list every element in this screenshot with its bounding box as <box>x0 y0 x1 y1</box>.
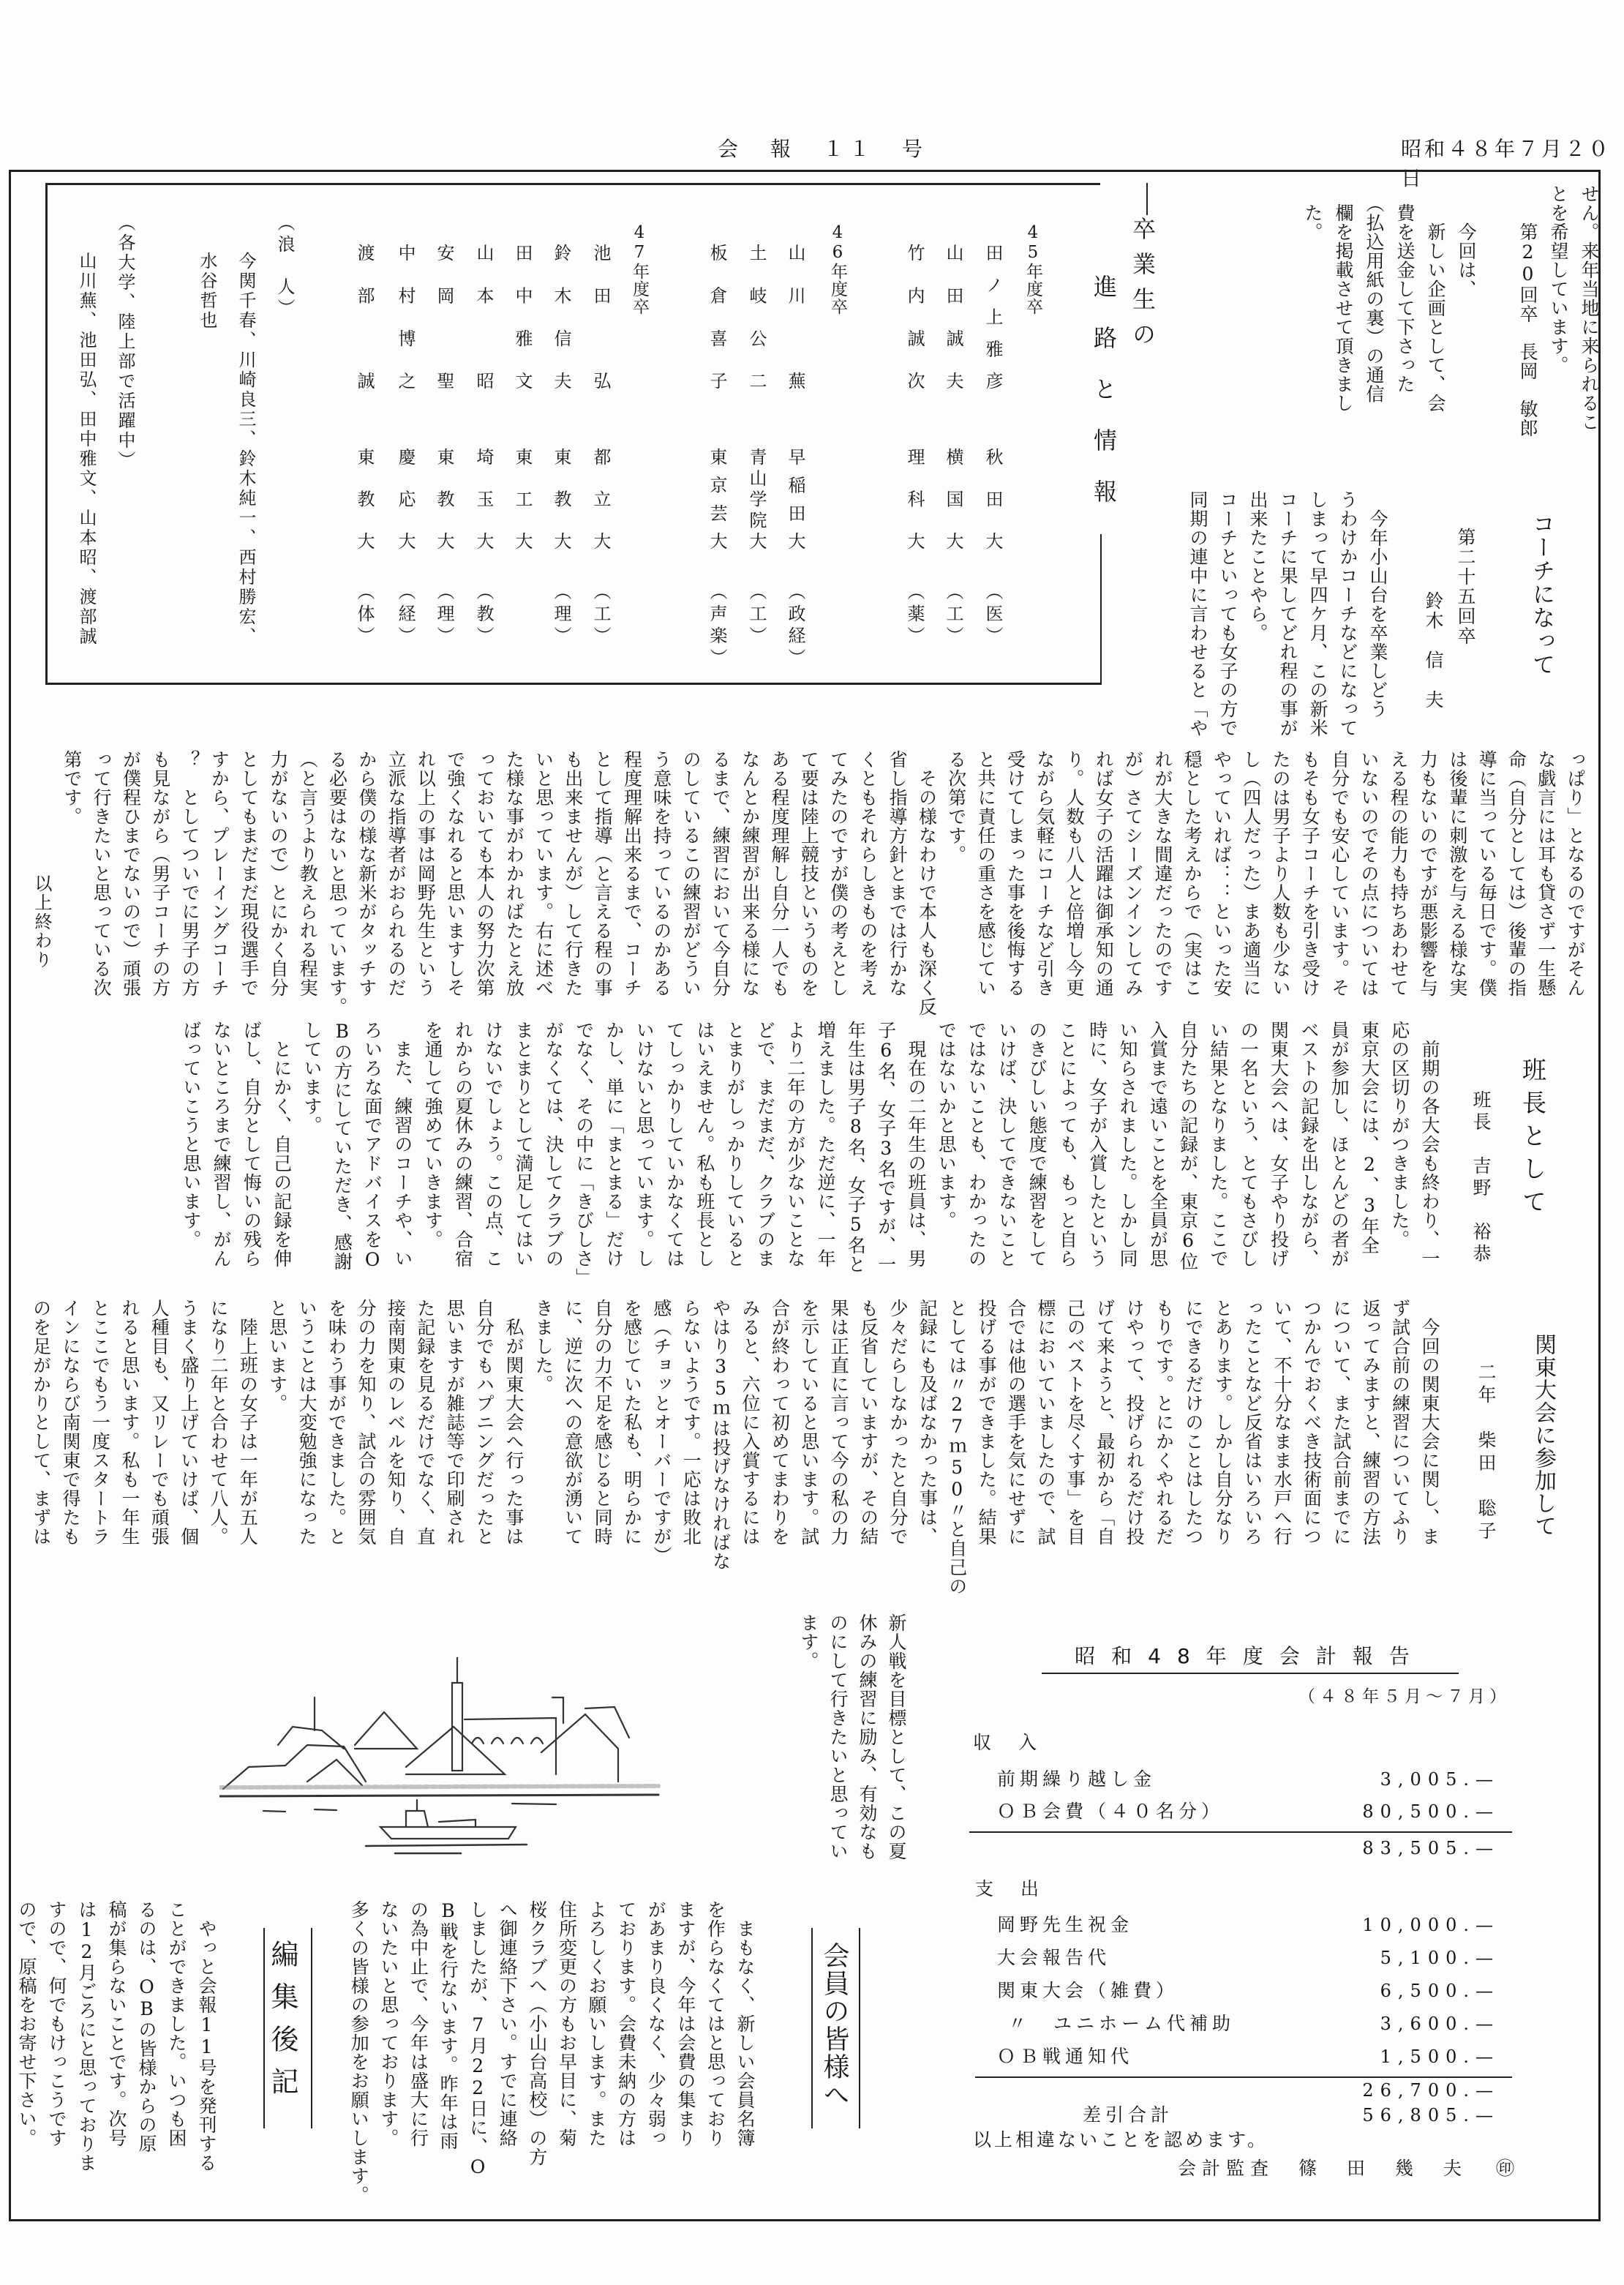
text-column: 少々だらしなかったと自分で <box>887 1299 909 1546</box>
coach-closing: 以上終わり <box>31 874 52 969</box>
graduate-school: 埼玉大 <box>473 448 494 550</box>
text-column: 力がないので）とにかく自分 <box>267 750 289 997</box>
text-column: よろしくお願いします。また <box>586 1900 608 2147</box>
text-column: 自分の力不足を感じると同時 <box>592 1299 614 1546</box>
text-column: やっていれば：：といった安 <box>1211 750 1233 997</box>
leader-author: 班長 吉野 裕恭 <box>1470 1090 1492 1266</box>
graduates-title-line1: 卒業生の <box>1129 217 1157 357</box>
text-column: が僕程ひまでないので）頑張 <box>120 750 142 997</box>
text-column: ではないことも、わかったの <box>966 1021 988 1268</box>
graduate-school: 東教大 <box>434 448 454 550</box>
text-column: の為中止で、今年は盛大に行 <box>407 1900 429 2147</box>
members-title-rule-left <box>811 1928 813 2128</box>
coach-author-class: 第二十五回卒 <box>1455 528 1476 646</box>
text-column: インにならび南関東で得たも <box>60 1299 82 1546</box>
graduate-school: 東京芸大 <box>707 448 727 550</box>
text-column: すから、プレーイングコーチ <box>208 750 230 997</box>
leader-article-title: 班長として <box>1519 1057 1547 1222</box>
accounts-certification: 以上相違ないことを認めます。 <box>973 2129 1269 2150</box>
text-column: とあります。しかし自分なり <box>1212 1299 1234 1546</box>
graduate-name: 山本 昭 <box>473 244 494 390</box>
text-column: ことによっても、もっと自ら <box>1056 1021 1078 1268</box>
text-column: ベストの記録を出しながら、 <box>1298 1021 1320 1268</box>
graduate-name: 鈴木信夫 <box>551 244 571 390</box>
text-column: うまく盛り上げていけば、個 <box>178 1299 200 1546</box>
text-column: を味わう事ができました。と <box>326 1299 347 1546</box>
text-column: ？ としてついでに男子の方 <box>179 750 201 997</box>
text-column: のにして行きたいと思ってい <box>827 1613 849 1861</box>
text-column: 前期の各大会も終わり、一 <box>1419 1021 1440 1268</box>
text-column: ではないかと思います。 <box>936 1021 958 1230</box>
text-column: れば女子の活躍は御承知の通 <box>1093 750 1115 997</box>
text-column: し（四人だった）まあ適当に <box>1240 750 1262 997</box>
graduate-faculty: （理） <box>551 582 571 648</box>
income-total: 83,505.— <box>1362 1838 1500 1858</box>
text-column: ております。会費未納の方は <box>615 1900 637 2147</box>
expense-item-amount: 6,500.— <box>1380 1981 1500 2001</box>
text-column: 穏とした考えからで（実はこ <box>1181 750 1203 997</box>
text-column: とにかく、自己の記録を伸 <box>271 1021 293 1268</box>
text-column: な戯言には耳も貸さず一生懸 <box>1535 750 1557 997</box>
text-column: B戦を行ないます。昨年は雨 <box>437 1900 459 2150</box>
text-column: れが大きな間違だったのです <box>1151 750 1173 997</box>
graduate-name: 田中雅文 <box>512 244 533 390</box>
members-notice-text <box>344 1900 759 2215</box>
graduate-faculty: （薬） <box>904 582 925 648</box>
graduate-name: 田ノ上雅彦 <box>982 244 1003 390</box>
text-column: がなくては、決してクラブの <box>543 1021 565 1268</box>
text-column: いうことは大変勉強になった <box>296 1299 318 1546</box>
editor-title-rule-left <box>263 1928 265 2128</box>
income-item-label: 前期繰り越し金 <box>997 1768 1157 1790</box>
text-column: 今年小山台を卒業しどう <box>1367 490 1388 718</box>
text-column: のきびしい態度で練習をして <box>1026 1021 1048 1268</box>
text-column: いけないと思っています。し <box>634 1021 655 1268</box>
text-column: やっと会報11号を発刊する <box>196 1900 217 2172</box>
text-column: と共に責任の重さを感じてい <box>975 750 997 997</box>
text-column: けやって、投げられるだけ投 <box>1124 1299 1146 1546</box>
text-column: ったことなど反省はいろいろ <box>1241 1299 1263 1546</box>
text-column: はいえません。私も班長とし <box>693 1021 715 1268</box>
text-column: い知らされました。しかし同 <box>1117 1021 1139 1268</box>
graduate-name: 中村博之 <box>395 244 416 390</box>
text-column: を感じていた私も、明らかに <box>621 1299 643 1546</box>
text-column: 返ってみますと、練習の方法 <box>1360 1299 1382 1546</box>
text-column: しています。 <box>301 1021 323 1135</box>
ronin-label: （浪 人） <box>274 214 295 320</box>
text-column: うわけかコーチなどになって <box>1337 490 1358 738</box>
graduate-faculty: （医） <box>982 582 1003 648</box>
active-names: 山川蕪、池田弘、田中雅文、山本昭、渡部誠 <box>76 252 97 647</box>
text-column: 立派な指導者がおられるのだ <box>386 750 407 997</box>
text-column: り。人数も八人と倍増し今更 <box>1063 750 1085 997</box>
graduate-name: 竹内誠次 <box>904 244 925 390</box>
text-column: 思いますが雑誌等で印刷され <box>444 1299 466 1546</box>
kanto-author: 二年 柴田 聡子 <box>1475 1362 1497 1544</box>
text-column: れ以上の事は岡野先生という <box>415 750 437 997</box>
income-item-amount: 80,500.— <box>1362 1801 1500 1822</box>
text-column: る必要はないと思っています。 <box>326 750 348 1016</box>
text-column: とまりがしっかりしていると <box>724 1021 746 1268</box>
text-column: まもなく、新しい会員名簿 <box>734 1900 756 2147</box>
graduate-name: 板倉喜子 <box>707 244 727 390</box>
graduate-school: 理科大 <box>904 448 925 550</box>
text-column: 標においていましたので、試 <box>1034 1299 1056 1546</box>
text-column: 入賞まで遠いことを全員が思 <box>1147 1021 1169 1268</box>
graduate-school: 東教大 <box>354 448 375 550</box>
text-column: より二年の方が少ないことな <box>784 1021 806 1268</box>
text-column: 出来たことやら。 <box>1247 490 1268 642</box>
text-column: 住所変更の方もお早目に、菊 <box>556 1900 578 2147</box>
text-column: っておいても本人の努力次第 <box>474 750 496 997</box>
text-column: 感（チョッとオーバーですが） <box>650 1299 672 1565</box>
text-column: 自分でも安心しています。そ <box>1328 750 1350 997</box>
text-column: 今回の関東大会に関し、ま <box>1419 1299 1440 1546</box>
text-column: 分の力を知り、試合の雰囲気 <box>355 1299 377 1546</box>
text-column: 命（自分としては）後輩の指 <box>1505 750 1527 997</box>
text-column: げて来ようと、最初から「自 <box>1094 1299 1116 1546</box>
text-column: やはり35ｍは投げなければな <box>710 1299 732 1571</box>
text-column: って行きたいと思っている次 <box>91 750 113 997</box>
text-column: 費を送金して下さった <box>1394 184 1416 394</box>
text-column: 増えました。ただ逆に、一年 <box>815 1021 837 1268</box>
text-column: としてもまだまだ現役選手で <box>238 750 260 997</box>
text-column: ある程度理解し自分一人でも <box>768 750 790 997</box>
graduation-year-label: 46年度卒 <box>828 223 847 315</box>
text-column: い結果となりました。ここで <box>1207 1021 1229 1268</box>
text-column: なんとか練習が出来る様にな <box>739 750 761 997</box>
text-column: また、練習のコーチや、い <box>391 1021 413 1268</box>
expense-total-rule <box>975 2076 1512 2078</box>
text-column: 桜クラブへ（小山台高校）の方 <box>526 1900 548 2166</box>
newsletter-issue-title: 会 報 １１ 号 <box>717 137 928 161</box>
text-column: として指導（と言える程の事 <box>592 750 614 997</box>
graduate-name: 土岐公二 <box>746 244 767 390</box>
text-column: るまで、練習において今自分 <box>710 750 732 997</box>
text-column: に、逆に次への意欲が湧いて <box>562 1299 584 1546</box>
text-column: せん。来年当地に来られるこ <box>1579 184 1600 432</box>
expense-item-amount: 3,600.— <box>1380 2014 1500 2034</box>
text-column: へ御連絡下さい。すでに連絡 <box>497 1900 519 2147</box>
text-column: について、また試合前までに <box>1330 1299 1352 1546</box>
text-column: しまって早四ケ月、この新米 <box>1307 490 1328 738</box>
ronin-names: 今関千春、川崎良三、鈴木純一、西村勝宏、 <box>236 252 256 647</box>
text-column: ないところまで練習し、がん <box>211 1021 233 1268</box>
text-column: もりです。とにかくやれるだ <box>1153 1299 1175 1546</box>
text-column: らないようです。一応は敗北 <box>680 1299 702 1546</box>
text-column: た。 <box>1302 184 1323 241</box>
expense-total: 26,700.— <box>1362 2080 1500 2101</box>
text-column: 多くの皆様の参加をお願いします。 <box>348 1900 370 2205</box>
text-column: は12月ごろにと思っておりま <box>76 1900 97 2172</box>
text-column: も反省していますが、その結 <box>857 1299 879 1546</box>
text-column: 自分でもハプニングだったと <box>473 1299 495 1546</box>
letter-text <box>1297 184 1604 477</box>
graduate-school: 青山学院大 <box>746 448 767 550</box>
kanto-body-text-continued <box>794 1613 911 1891</box>
accounts-period: （４８年５月～７月） <box>1298 1687 1511 1706</box>
graduate-name: 山川 蕪 <box>785 244 805 390</box>
income-item-label: ＯＢ会費（４０名分） <box>997 1801 1225 1822</box>
text-column: コーチに果してどれ程の事が <box>1277 490 1298 738</box>
text-column: 導に当っている毎日です。僕 <box>1476 750 1498 997</box>
text-column: るのは、OBの皆様からの原 <box>136 1900 157 2153</box>
income-item-amount: 3,005.— <box>1380 1769 1500 1790</box>
text-column: しましたが、7月22日に、O <box>467 1900 489 2178</box>
text-column: える程の能力も持ちあわせて <box>1388 750 1410 997</box>
text-column: その様なわけで本人も深く反 <box>916 750 938 1016</box>
text-column: 新人戦を目標として、この夏 <box>886 1613 907 1861</box>
coach-article-title: コーチになって <box>1528 512 1555 676</box>
text-column: としては〃27ｍ50〃と自己の <box>946 1299 968 1596</box>
text-column: 果は正直に言って今の私の力 <box>828 1299 850 1546</box>
text-column: ろいろな面でアドバイスをO <box>361 1021 383 1271</box>
text-column: たのは男子より人数も少ない <box>1270 750 1292 997</box>
editor-note-title: 編集後記 <box>266 1940 298 2109</box>
text-column: みると、六位に入賞するには <box>740 1299 762 1546</box>
text-column: （払込用紙の裏）の通信 <box>1364 184 1385 404</box>
text-column: 受けてしまった事を後悔する <box>1004 750 1026 997</box>
expense-item-amount: 10,000.— <box>1362 1915 1500 1935</box>
text-column: 休みの練習に励み、有効なも <box>857 1613 878 1861</box>
text-column: て要は陸上競技というものを <box>798 750 820 997</box>
kanto-article-title: 関東大会に参加して <box>1530 1333 1556 1537</box>
active-label: （各大学、陸上部で活躍中） <box>115 214 135 470</box>
expense-item-label: ＯＢ戦通知代 <box>997 2046 1134 2067</box>
text-column: 子6名、女子3名ですが、一 <box>875 1021 897 1274</box>
text-column: 第です。 <box>61 750 83 826</box>
text-column: れると思います。私も一年生 <box>119 1299 140 1546</box>
members-title-rule-right <box>859 1928 860 2128</box>
graduate-faculty: （教） <box>473 582 494 648</box>
text-column: いけば、決してできないこと <box>996 1021 1018 1268</box>
text-column: 欄を掲載させて頂きまし <box>1333 184 1354 413</box>
balance-label: 差引合計 <box>1083 2104 1174 2125</box>
text-column: た様な事がわかればたとえ放 <box>503 750 525 997</box>
graduate-faculty: （体） <box>354 582 375 648</box>
text-column: ないたいと思っております。 <box>377 1900 399 2147</box>
text-column: を作らなくてはと思っており <box>704 1900 726 2147</box>
text-column: のしているこの練習がどうい <box>680 750 702 997</box>
text-column: にできるだけのことはしたつ <box>1182 1299 1204 1546</box>
editor-title-rule-right <box>311 1928 312 2128</box>
text-column: 自分たちの記録が、東京6位 <box>1177 1021 1199 1271</box>
expense-item-label: 関東大会（雑費） <box>997 1980 1179 2001</box>
graduation-year-label: 47年度卒 <box>630 223 649 315</box>
text-column: の一名という、とてもさびし <box>1238 1021 1260 1268</box>
income-label: 収 入 <box>973 1732 1042 1753</box>
text-column: も見ながら（男子コーチの方 <box>149 750 171 997</box>
text-column: とを希望しています。 <box>1548 184 1569 375</box>
graduate-name: 渡部 誠 <box>354 244 375 390</box>
text-column: ますが、今年は会費の集まり <box>674 1900 696 2147</box>
accounts-title: 昭和48年度会計報告 <box>1042 1640 1459 1674</box>
expense-item-label: 〃 ユニホーム代補助 <box>1008 2013 1236 2034</box>
graduate-faculty: （政経） <box>785 582 805 670</box>
text-column: けないでしょう。この点、こ <box>482 1021 504 1268</box>
coach-author-name: 鈴木 信 夫 <box>1423 591 1444 710</box>
text-column: 力もないのですが悪影響を与 <box>1417 750 1439 997</box>
harbor-factory-illustration <box>219 1657 673 1862</box>
expense-item-label: 大会報告代 <box>997 1947 1111 1968</box>
text-column: 関東大会へは、女子やり投げ <box>1268 1021 1290 1268</box>
income-total-rule <box>969 1831 1512 1833</box>
text-column: つかんでおくべき技術面につ <box>1301 1299 1323 1546</box>
text-column: 投げる事ができました。結果 <box>976 1299 998 1546</box>
text-column: 同期の連中に言わせると「や <box>1187 490 1208 738</box>
issue-date: 昭和４８年７月２０日 <box>1401 137 1612 190</box>
graduates-title-line2: 進路と情報 <box>1090 274 1118 530</box>
text-column: 東京大会には、2、3年全 <box>1358 1021 1380 1255</box>
graduate-name: 山田誠夫 <box>943 244 963 390</box>
text-column: れからの夏休みの練習、合宿 <box>452 1021 474 1268</box>
text-column: う意味を持っているのかある <box>650 750 672 997</box>
graduate-school: 横国大 <box>943 448 963 550</box>
text-column: を示していると思います。試 <box>798 1299 820 1546</box>
text-column: を通して強めていきます。 <box>422 1021 444 1249</box>
leader-body-text <box>176 1021 1445 1288</box>
text-column: まとまりとして満足してはい <box>513 1021 535 1268</box>
text-column: 合が終わって初めてまわりを <box>769 1299 791 1546</box>
text-column: ます。 <box>798 1613 819 1670</box>
text-column: でなく、その中に「きびしさ」 <box>573 1021 595 1287</box>
text-column: （と言うより教えられる程実 <box>297 750 319 997</box>
editor-note-text <box>12 1900 222 2207</box>
text-column: 員が参加し、ほとんどの者が <box>1328 1021 1350 1268</box>
graduate-school: 東教大 <box>551 448 571 550</box>
graduate-faculty: （工） <box>590 582 611 648</box>
text-column: 程度理解出来るまで、コーチ <box>621 750 643 997</box>
auditor-seal: ㊞ <box>1496 2158 1515 2179</box>
graduate-school: 都立大 <box>590 448 611 550</box>
graduate-school: 早稲田大 <box>785 448 805 550</box>
text-column: 合では他の選手を気にせずに <box>1005 1299 1027 1546</box>
expense-label: 支 出 <box>975 1878 1044 1899</box>
ronin-names-2: 水谷哲也 <box>197 252 217 331</box>
graduate-faculty: （経） <box>395 582 416 648</box>
text-column: Bの方にしていただき、感謝 <box>331 1021 353 1271</box>
text-column: くともそれらしきものを考え <box>857 750 879 997</box>
text-column: ばっていこうと思います。 <box>180 1021 202 1249</box>
text-column: が）さてシーズンインしてみ <box>1122 750 1144 997</box>
text-column: かし、単に「まとまる」だけ <box>603 1021 625 1268</box>
balance-amount: 56,805.— <box>1362 2105 1500 2125</box>
text-column: 応の区切りがつきました。 <box>1388 1021 1410 1249</box>
graduate-faculty: （工） <box>943 582 963 648</box>
graduate-name: 安岡 聖 <box>434 244 454 390</box>
coach-body-text <box>57 750 1590 1018</box>
text-column: 省し指導方針とまでは行かな <box>887 750 909 997</box>
text-column: で強くなれると思いますしそ <box>444 750 466 997</box>
text-column: ことができました。いつも困 <box>166 1900 187 2147</box>
text-column: ず試合前の練習についてふり <box>1389 1299 1411 1546</box>
text-column: 年生は男子8名、女子5名と <box>845 1021 867 1274</box>
text-column: る次第です。 <box>945 750 967 864</box>
graduate-faculty: （理） <box>434 582 454 648</box>
graduate-school: 東工大 <box>512 448 533 550</box>
text-column: ばし、自分として悔いの残ら <box>241 1021 263 1268</box>
graduate-faculty: （声楽） <box>707 582 727 670</box>
text-column: 現在の二年生の班員は、男 <box>905 1021 927 1268</box>
text-column: 新しい企画として、会 <box>1425 184 1446 413</box>
text-column: てしっかりしていかなくては <box>663 1021 685 1268</box>
text-column: 陸上班の女子は一年が五人 <box>237 1299 259 1546</box>
text-column: 稿が集らないことです。次号 <box>106 1900 127 2147</box>
text-column: のを足がかりとして、まずは <box>30 1299 52 1546</box>
graduate-school: 慶応大 <box>395 448 416 550</box>
text-column: いて、不十分なまま水戸へ行 <box>1271 1299 1293 1546</box>
text-column: は後輩に刺激を与える様な実 <box>1446 750 1468 997</box>
text-column: も出来ませんが）して行きた <box>562 750 584 997</box>
text-column: 記録にも及ばなかった事は、 <box>917 1299 939 1546</box>
expense-item-amount: 1,500.— <box>1380 2046 1500 2067</box>
text-column: いないのでその点については <box>1358 750 1380 997</box>
text-column: 第20回卒 長岡 敏郎 <box>1517 184 1538 438</box>
members-notice-title: 会員の皆様へ <box>819 1942 849 2109</box>
kanto-body-text <box>26 1299 1444 1606</box>
text-column: から僕の様な新米がタッチす <box>356 750 377 997</box>
text-column: 時に、女子が入賞したという <box>1086 1021 1108 1268</box>
graduates-title-bracket-bottom <box>1100 534 1102 685</box>
text-column: 接南関東のレベルを知り、自 <box>385 1299 407 1546</box>
accounts-auditor: 会計監査 篠 田 幾 夫 <box>1178 2158 1468 2179</box>
text-column <box>1481 184 1512 477</box>
text-column: とここでもう一度スタートラ <box>89 1299 111 1546</box>
text-column: 私が関東大会へ行った事は <box>503 1299 525 1546</box>
coach-intro-text <box>1183 490 1393 738</box>
text-column: コーチといっても女子の方で <box>1217 490 1238 738</box>
text-column: 今回は、 <box>1456 184 1477 299</box>
text-column: になり二年と合わせて八人。 <box>207 1299 229 1546</box>
expense-item-amount: 5,100.— <box>1380 1948 1500 1968</box>
text-column: どで、まだまだ、クラブのま <box>754 1021 776 1268</box>
graduates-title-bracket-top <box>1146 183 1148 215</box>
text-column: があまり良くなく、少々弱っ <box>645 1900 667 2147</box>
graduate-faculty: （工） <box>746 582 767 648</box>
text-column: ながら気軽にコーチなど引き <box>1034 750 1056 997</box>
text-column: た記録を見るだけでなく、直 <box>414 1299 436 1546</box>
text-column: と思います。 <box>266 1299 288 1413</box>
text-column: 己のベストを尽くす事」を目 <box>1064 1299 1086 1546</box>
graduate-name: 池田 弘 <box>590 244 611 390</box>
text-column: っぱり」となるのですがそん <box>1565 750 1586 997</box>
text-column: てみたのですが僕の考えとし <box>827 750 849 997</box>
text-column: 人種目も、又リレーでも頑張 <box>149 1299 170 1546</box>
text-column: もそも女子コーチを引き受け <box>1299 750 1321 997</box>
text-column: いと思っています。右に述べ <box>533 750 555 997</box>
text-column: きました。 <box>533 1299 555 1394</box>
graduate-school: 秋田大 <box>982 448 1003 550</box>
expense-item-label: 岡野先生祝金 <box>997 1914 1134 1935</box>
text-column: すので、何でもけっこうです <box>46 1900 67 2147</box>
text-column: ので、原稿をお寄せ下さい。 <box>16 1900 37 2147</box>
graduation-year-label: 45年度卒 <box>1023 223 1042 315</box>
